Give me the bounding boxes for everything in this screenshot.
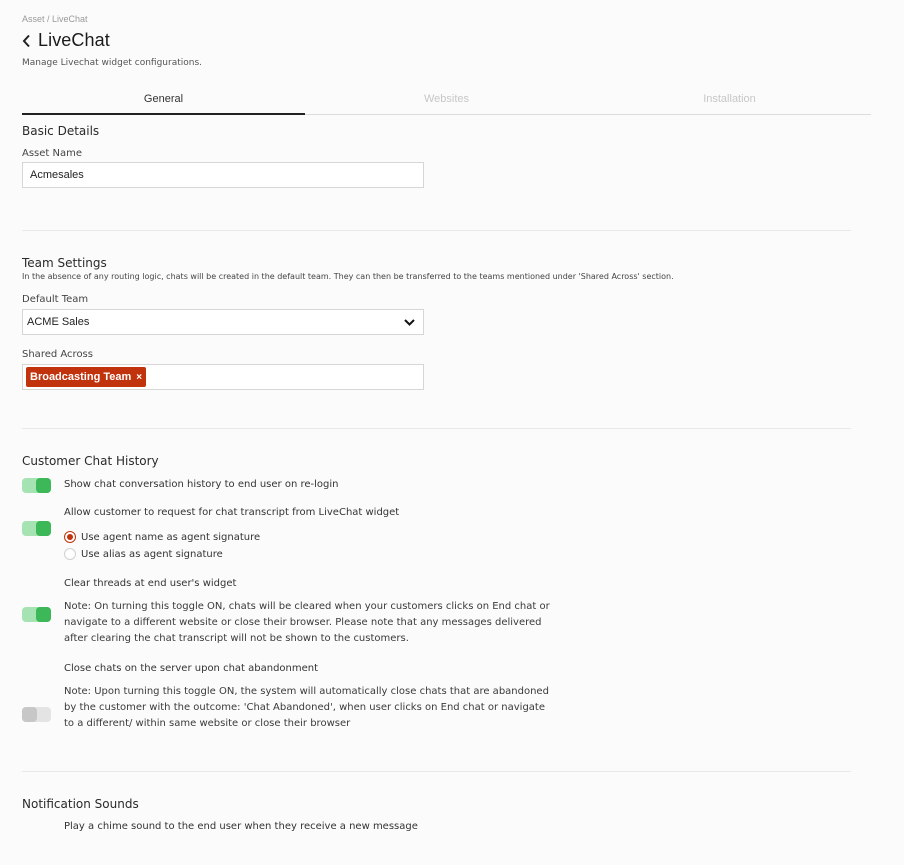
clear-threads-label: Clear threads at end user's widget	[64, 578, 237, 589]
page-subtitle: Manage Livechat widget configurations.	[22, 58, 203, 68]
radio-alias-label: Use alias as agent signature	[81, 548, 223, 560]
section-title-team-settings: Team Settings	[22, 256, 107, 270]
section-divider	[22, 428, 851, 429]
remove-tag-icon[interactable]: ×	[136, 371, 143, 383]
note-line: by the customer with the outcome: 'Chat Abandoned', when user clicks on End chat or navigate	[64, 702, 545, 713]
toggle-knob	[36, 478, 51, 493]
toggle-knob	[36, 607, 51, 622]
note-line: Note: Upon turning this toggle ON, the system will automatically close chats that are abandoned	[64, 686, 549, 697]
toggle-knob	[22, 707, 37, 722]
page-title: LiveChat	[38, 30, 110, 50]
chime-sound-label: Play a chime sound to the end user when they receive a new message	[64, 821, 418, 832]
tab-general[interactable]: General	[22, 88, 305, 114]
section-title-notification-sounds: Notification Sounds	[22, 797, 139, 811]
chevron-left-icon[interactable]	[22, 32, 34, 50]
signature-option-alias[interactable]	[64, 548, 223, 560]
radio-agent-name-label: Use agent name as agent signature	[81, 531, 261, 543]
shared-across-input[interactable]	[22, 364, 424, 390]
default-team-value: ACME Sales	[27, 316, 90, 328]
signature-option-agent-name[interactable]	[64, 531, 260, 543]
note-line: after clearing the chat transcript will not be shown to the customers.	[64, 633, 409, 644]
clear-threads-toggle[interactable]	[22, 607, 51, 622]
radio-agent-name[interactable]	[64, 531, 76, 543]
clear-threads-note	[64, 599, 584, 647]
tab-installation[interactable]: Installation	[703, 93, 756, 105]
team-settings-description: In the absence of any routing logic, chats will be created in the default team. They can then be transferred to the teams mentioned under 'Shared Across' section.	[22, 272, 674, 281]
default-team-label: Default Team	[22, 294, 89, 305]
breadcrumb: Asset / LiveChat	[22, 14, 88, 24]
tab-websites[interactable]: Websites	[423, 93, 470, 105]
section-title-basic-details: Basic Details	[22, 124, 100, 138]
note-line: to a different/ within same website or close their browser	[64, 718, 351, 729]
section-divider	[22, 771, 851, 772]
close-abandoned-toggle[interactable]	[22, 707, 51, 722]
toggle-knob	[36, 521, 51, 536]
chevron-down-icon	[404, 319, 415, 326]
asset-name-input[interactable]	[22, 162, 424, 188]
tag-label: Broadcasting Team	[30, 371, 132, 383]
show-history-label: Show chat conversation history to end user on re-login	[64, 479, 339, 490]
show-history-toggle[interactable]	[22, 478, 51, 493]
note-line: navigate to a different website or close their browser. Please note that any messages delivered	[64, 617, 542, 628]
default-team-select[interactable]	[22, 309, 424, 335]
allow-transcript-label: Allow customer to request for chat transcript from LiveChat widget	[64, 507, 400, 518]
close-abandoned-note	[64, 684, 584, 732]
close-abandoned-label: Close chats on the server upon chat abandonment	[64, 663, 319, 674]
shared-across-label: Shared Across	[22, 349, 93, 360]
asset-name-label: Asset Name	[22, 148, 83, 159]
tag-chip	[26, 367, 146, 387]
note-line: Note: On turning this toggle ON, chats will be cleared when your customers clicks on End chat or	[64, 601, 550, 612]
asset-name-value: Acmesales	[30, 169, 84, 181]
title-row	[22, 30, 110, 51]
tab-bar	[22, 88, 871, 115]
radio-alias[interactable]	[64, 548, 76, 560]
section-title-chat-history: Customer Chat History	[22, 454, 159, 468]
allow-transcript-toggle[interactable]	[22, 521, 51, 536]
section-divider	[22, 230, 851, 231]
